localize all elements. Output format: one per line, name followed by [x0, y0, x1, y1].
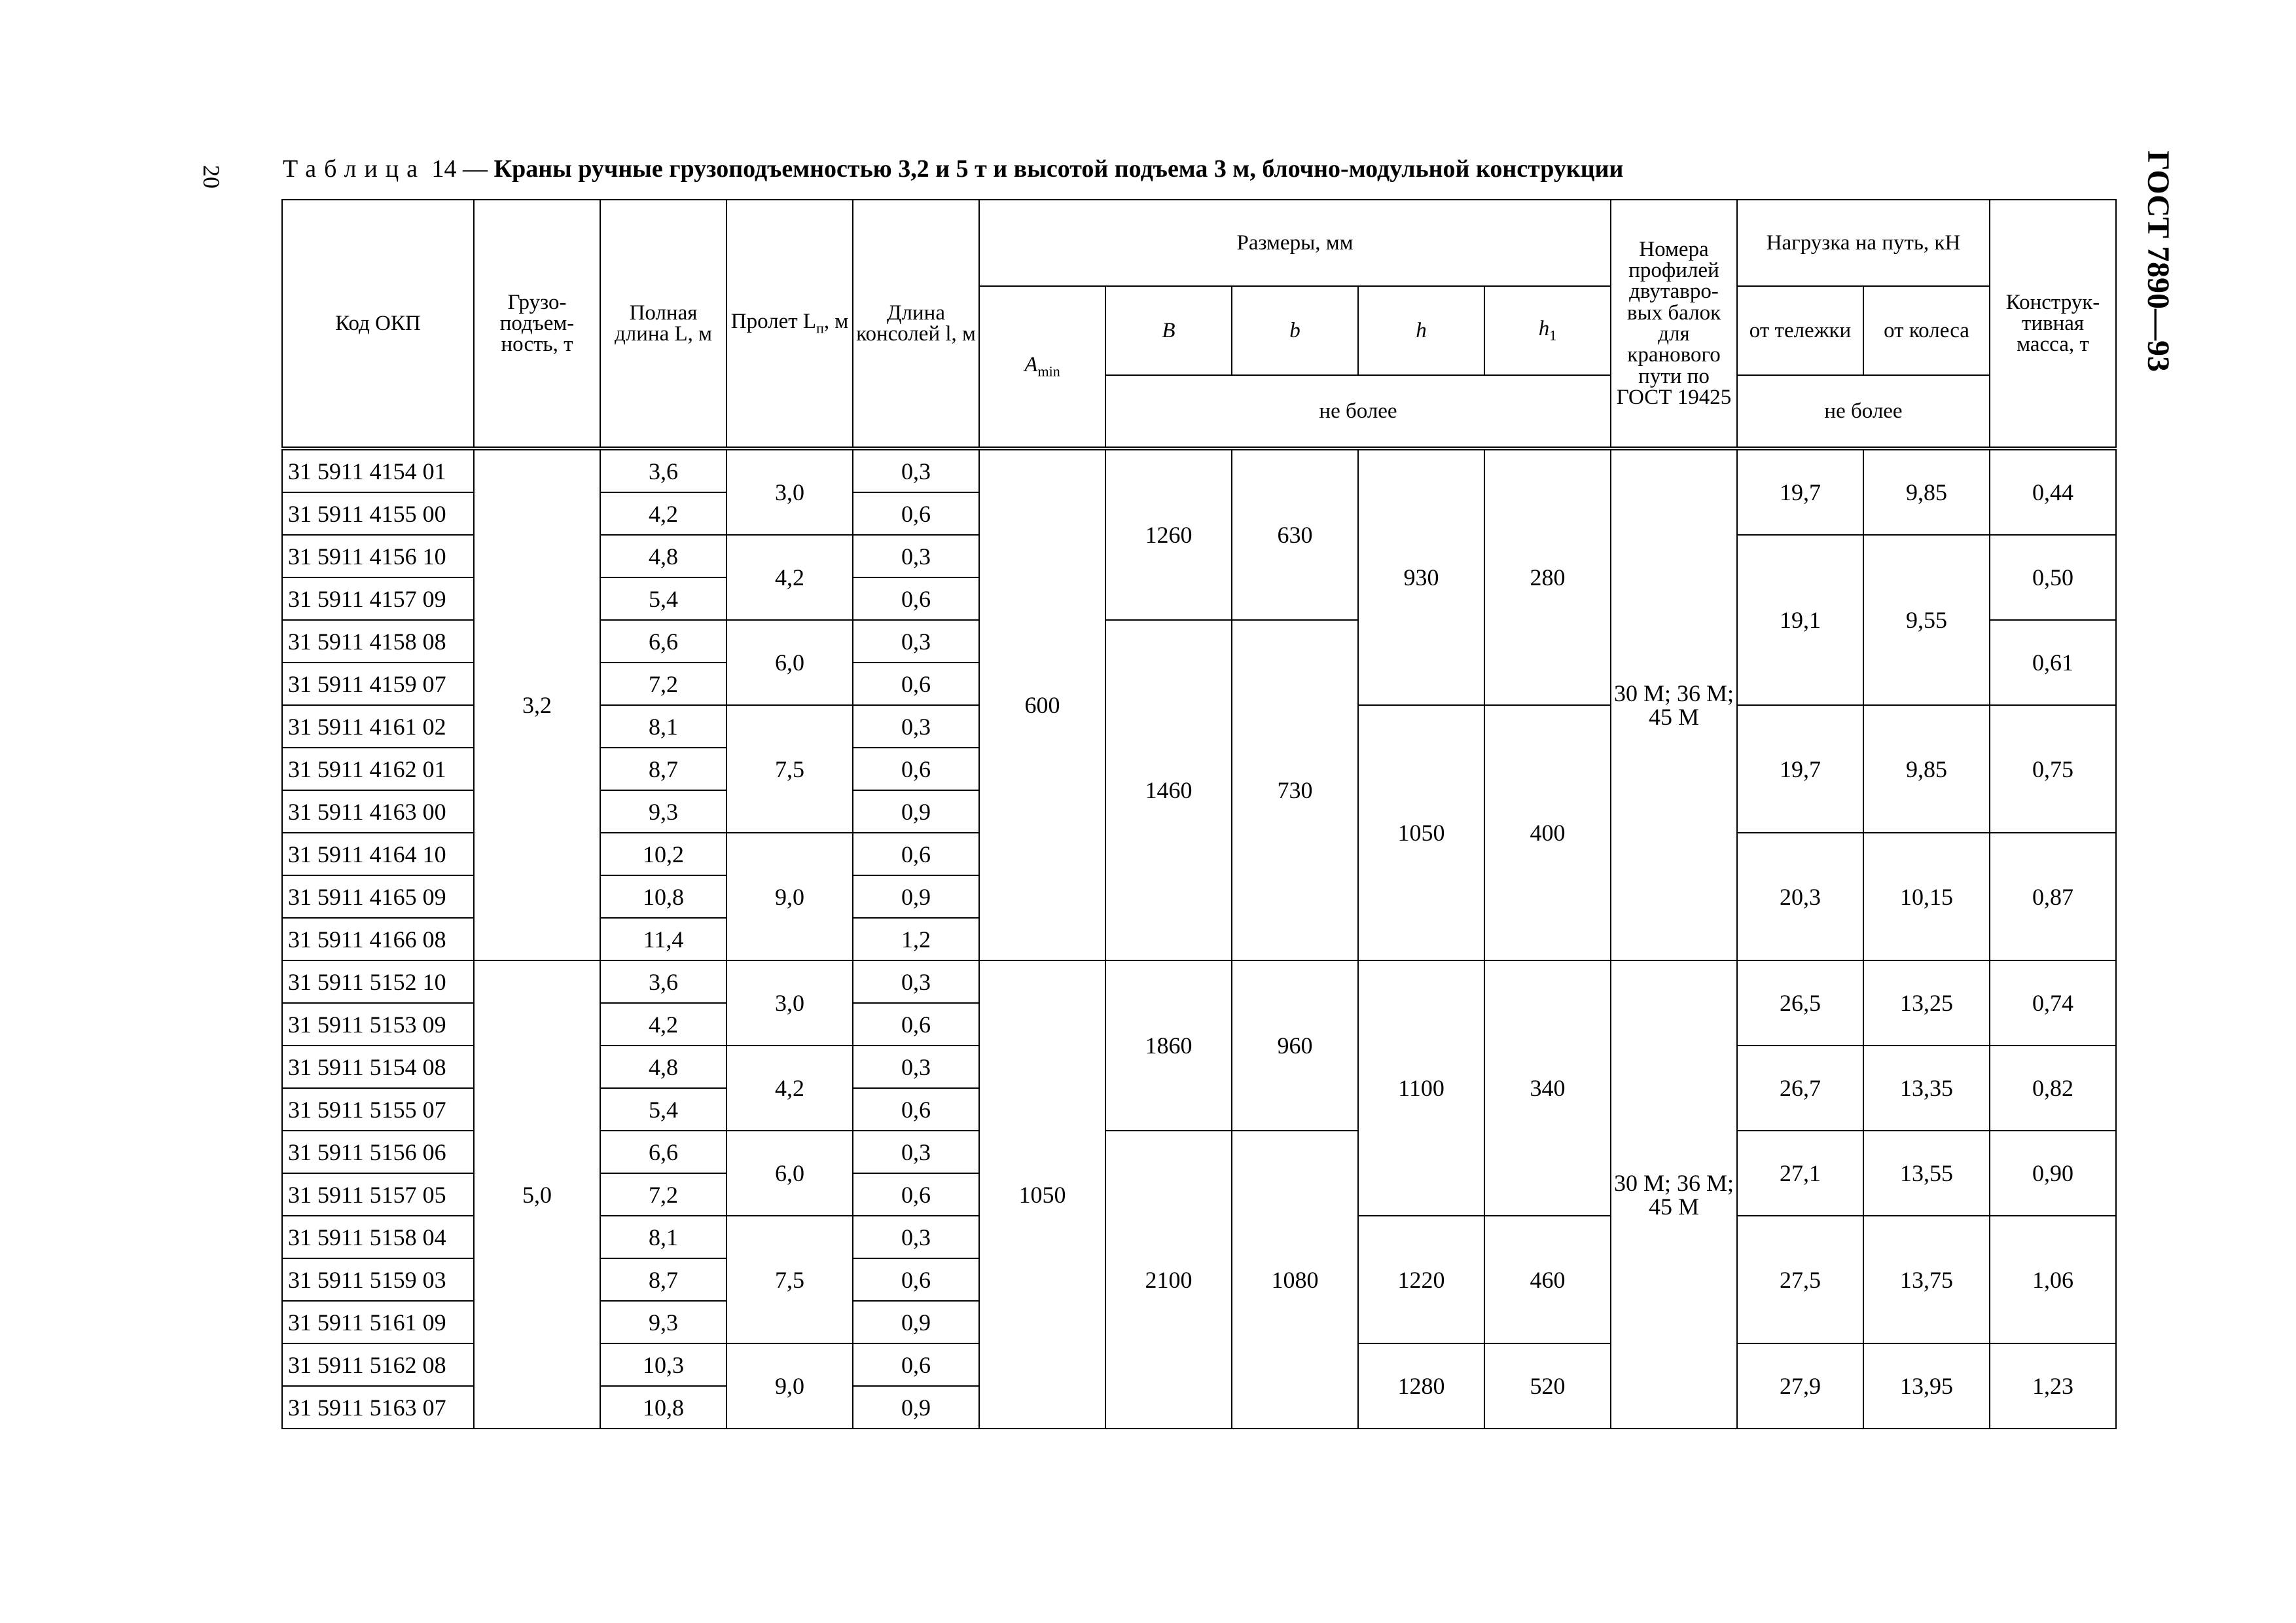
- header-h: [1358, 286, 1484, 375]
- length-cell: 10,8: [600, 875, 726, 918]
- length-cell: 7,2: [600, 663, 726, 705]
- wheel-load-cell: 13,75: [1863, 1216, 1990, 1343]
- length-cell: 10,8: [600, 1386, 726, 1429]
- cranes-table: [281, 199, 2117, 1429]
- h1-cell: 460: [1484, 1216, 1611, 1343]
- header-h-text: h: [1416, 318, 1427, 342]
- length-cell: 6,6: [600, 620, 726, 663]
- h1-cell: 280: [1484, 448, 1611, 705]
- trolley-load-cell: 26,5: [1737, 960, 1863, 1046]
- console-cell: 1,2: [853, 918, 979, 960]
- console-cell: 0,6: [853, 492, 979, 535]
- trolley-load-cell: 27,9: [1737, 1343, 1863, 1429]
- header-from-wheel: от колеса: [1863, 286, 1990, 375]
- header-span-sub: п: [816, 320, 824, 337]
- mass-cell: 0,44: [1990, 448, 2116, 535]
- console-cell: 0,3: [853, 705, 979, 748]
- code-cell: 31 5911 4163 00: [282, 790, 474, 833]
- header-a-min: [979, 286, 1105, 448]
- B-cell: 1860: [1105, 960, 1232, 1131]
- span-cell: 9,0: [726, 833, 853, 960]
- trolley-load-cell: 26,7: [1737, 1046, 1863, 1131]
- length-cell: 9,3: [600, 1301, 726, 1343]
- length-cell: 6,6: [600, 1131, 726, 1173]
- table-row: [282, 960, 2116, 1003]
- capacity-cell: 3,2: [474, 448, 600, 960]
- header-not-more-sizes: не более: [1105, 375, 1611, 448]
- code-cell: 31 5911 4154 01: [282, 448, 474, 492]
- wheel-load-cell: 13,25: [1863, 960, 1990, 1046]
- span-cell: 6,0: [726, 1131, 853, 1216]
- mass-cell: 0,90: [1990, 1131, 2116, 1216]
- header-code: Код ОКП: [282, 200, 474, 448]
- length-cell: 3,6: [600, 448, 726, 492]
- header-full-length: Полная длина L, м: [600, 200, 726, 448]
- length-cell: 8,1: [600, 705, 726, 748]
- span-cell: 9,0: [726, 1343, 853, 1429]
- a-min-cell: 600: [979, 448, 1105, 960]
- span-cell: 4,2: [726, 535, 853, 620]
- console-cell: 0,9: [853, 1386, 979, 1429]
- header-span: [726, 200, 853, 448]
- trolley-load-cell: 19,7: [1737, 448, 1863, 535]
- length-cell: 11,4: [600, 918, 726, 960]
- mass-cell: 0,75: [1990, 705, 2116, 833]
- header-B: [1105, 286, 1232, 375]
- code-cell: 31 5911 5158 04: [282, 1216, 474, 1258]
- h-cell: 1220: [1358, 1216, 1484, 1343]
- document-id: ГОСТ 7890—93: [2141, 151, 2176, 372]
- console-cell: 0,6: [853, 663, 979, 705]
- caption-number: 14 —: [431, 155, 488, 183]
- console-cell: 0,9: [853, 1301, 979, 1343]
- console-cell: 0,6: [853, 1003, 979, 1046]
- console-cell: 0,3: [853, 535, 979, 577]
- trolley-load-cell: 19,1: [1737, 535, 1863, 705]
- console-cell: 0,3: [853, 448, 979, 492]
- length-cell: 8,7: [600, 748, 726, 790]
- B-cell: 1460: [1105, 620, 1232, 960]
- console-cell: 0,3: [853, 1131, 979, 1173]
- length-cell: 3,6: [600, 960, 726, 1003]
- length-cell: 7,2: [600, 1173, 726, 1216]
- capacity-cell: 5,0: [474, 960, 600, 1429]
- wheel-load-cell: 9,55: [1863, 535, 1990, 705]
- wheel-load-cell: 13,95: [1863, 1343, 1990, 1429]
- caption-title: Краны ручные грузоподъемностью 3,2 и 5 т и высотой подъема 3 м, блочно-модульной конструкции: [493, 155, 1624, 183]
- header-not-more-load: не более: [1737, 375, 1990, 448]
- code-cell: 31 5911 4165 09: [282, 875, 474, 918]
- console-cell: 0,6: [853, 1258, 979, 1301]
- code-cell: 31 5911 4161 02: [282, 705, 474, 748]
- code-cell: 31 5911 5155 07: [282, 1088, 474, 1131]
- mass-cell: 1,23: [1990, 1343, 2116, 1429]
- header-beams: Номера профилей двутавро-вых балок для кранового пути по ГОСТ 19425: [1611, 200, 1737, 448]
- beams-cell: 30 М; 36 М; 45 М: [1611, 960, 1737, 1429]
- b-cell: 960: [1232, 960, 1358, 1131]
- length-cell: 10,3: [600, 1343, 726, 1386]
- length-cell: 8,1: [600, 1216, 726, 1258]
- header-h1: [1484, 286, 1611, 375]
- header-console: Длина консолей l, м: [853, 200, 979, 448]
- code-cell: 31 5911 5154 08: [282, 1046, 474, 1088]
- a-min-cell: 1050: [979, 960, 1105, 1429]
- header-h1-main: h: [1538, 317, 1550, 341]
- wheel-load-cell: 9,85: [1863, 705, 1990, 833]
- mass-cell: 0,50: [1990, 535, 2116, 620]
- code-cell: 31 5911 5153 09: [282, 1003, 474, 1046]
- mass-cell: 0,87: [1990, 833, 2116, 960]
- h-cell: 1280: [1358, 1343, 1484, 1429]
- code-cell: 31 5911 4162 01: [282, 748, 474, 790]
- code-cell: 31 5911 5161 09: [282, 1301, 474, 1343]
- code-cell: 31 5911 4157 09: [282, 577, 474, 620]
- code-cell: 31 5911 4158 08: [282, 620, 474, 663]
- span-cell: 3,0: [726, 960, 853, 1046]
- wheel-load-cell: 9,85: [1863, 448, 1990, 535]
- b-cell: 1080: [1232, 1131, 1358, 1429]
- length-cell: 10,2: [600, 833, 726, 875]
- code-cell: 31 5911 5162 08: [282, 1343, 474, 1386]
- console-cell: 0,9: [853, 875, 979, 918]
- trolley-load-cell: 27,1: [1737, 1131, 1863, 1216]
- code-cell: 31 5911 4166 08: [282, 918, 474, 960]
- length-cell: 4,2: [600, 492, 726, 535]
- console-cell: 0,6: [853, 577, 979, 620]
- header-span-main: Пролет L: [730, 310, 817, 334]
- header-a-main: A: [1024, 353, 1038, 377]
- header-from-trolley: от тележки: [1737, 286, 1863, 375]
- header-b-text: b: [1289, 318, 1300, 342]
- console-cell: 0,3: [853, 1046, 979, 1088]
- h-cell: 930: [1358, 448, 1484, 705]
- console-cell: 0,3: [853, 1216, 979, 1258]
- console-cell: 0,3: [853, 960, 979, 1003]
- code-cell: 31 5911 4164 10: [282, 833, 474, 875]
- mass-cell: 0,82: [1990, 1046, 2116, 1131]
- trolley-load-cell: 27,5: [1737, 1216, 1863, 1343]
- h1-cell: 400: [1484, 705, 1611, 960]
- B-cell: 2100: [1105, 1131, 1232, 1429]
- code-cell: 31 5911 5163 07: [282, 1386, 474, 1429]
- header-span-unit: , м: [823, 310, 849, 334]
- code-cell: 31 5911 5159 03: [282, 1258, 474, 1301]
- b-cell: 730: [1232, 620, 1358, 960]
- header-mass: Конструк-тивная масса, т: [1990, 200, 2116, 448]
- caption-label: Таблица: [283, 155, 426, 183]
- h1-cell: 340: [1484, 960, 1611, 1216]
- wheel-load-cell: 10,15: [1863, 833, 1990, 960]
- mass-cell: 0,74: [1990, 960, 2116, 1046]
- span-cell: 7,5: [726, 1216, 853, 1343]
- console-cell: 0,3: [853, 620, 979, 663]
- header-b: [1232, 286, 1358, 375]
- wheel-load-cell: 13,35: [1863, 1046, 1990, 1131]
- console-cell: 0,6: [853, 1088, 979, 1131]
- header-h1-sub: 1: [1549, 327, 1557, 344]
- b-cell: 630: [1232, 448, 1358, 620]
- header-capacity: Грузо-подъем-ность, т: [474, 200, 600, 448]
- console-cell: 0,6: [853, 833, 979, 875]
- span-cell: 4,2: [726, 1046, 853, 1131]
- length-cell: 5,4: [600, 577, 726, 620]
- wheel-load-cell: 13,55: [1863, 1131, 1990, 1216]
- h-cell: 1050: [1358, 705, 1484, 960]
- console-cell: 0,6: [853, 1343, 979, 1386]
- code-cell: 31 5911 4156 10: [282, 535, 474, 577]
- header-a-sub: min: [1037, 363, 1060, 380]
- console-cell: 0,6: [853, 1173, 979, 1216]
- length-cell: 4,8: [600, 1046, 726, 1088]
- length-cell: 8,7: [600, 1258, 726, 1301]
- table-row: [282, 448, 2116, 492]
- console-cell: 0,6: [853, 748, 979, 790]
- span-cell: 6,0: [726, 620, 853, 705]
- mass-cell: 0,61: [1990, 620, 2116, 705]
- code-cell: 31 5911 5152 10: [282, 960, 474, 1003]
- header-sizes: Размеры, мм: [979, 200, 1611, 286]
- code-cell: 31 5911 4159 07: [282, 663, 474, 705]
- header-load: Нагрузка на путь, кН: [1737, 200, 1990, 286]
- header-B-text: B: [1162, 318, 1175, 342]
- table-caption: [283, 155, 1623, 183]
- console-cell: 0,9: [853, 790, 979, 833]
- length-cell: 5,4: [600, 1088, 726, 1131]
- span-cell: 7,5: [726, 705, 853, 833]
- h1-cell: 520: [1484, 1343, 1611, 1429]
- code-cell: 31 5911 4155 00: [282, 492, 474, 535]
- trolley-load-cell: 20,3: [1737, 833, 1863, 960]
- length-cell: 9,3: [600, 790, 726, 833]
- page-number: 20: [198, 165, 224, 189]
- length-cell: 4,8: [600, 535, 726, 577]
- code-cell: 31 5911 5156 06: [282, 1131, 474, 1173]
- span-cell: 3,0: [726, 448, 853, 535]
- B-cell: 1260: [1105, 448, 1232, 620]
- mass-cell: 1,06: [1990, 1216, 2116, 1343]
- h-cell: 1100: [1358, 960, 1484, 1216]
- trolley-load-cell: 19,7: [1737, 705, 1863, 833]
- beams-cell: 30 М; 36 М; 45 М: [1611, 448, 1737, 960]
- length-cell: 4,2: [600, 1003, 726, 1046]
- code-cell: 31 5911 5157 05: [282, 1173, 474, 1216]
